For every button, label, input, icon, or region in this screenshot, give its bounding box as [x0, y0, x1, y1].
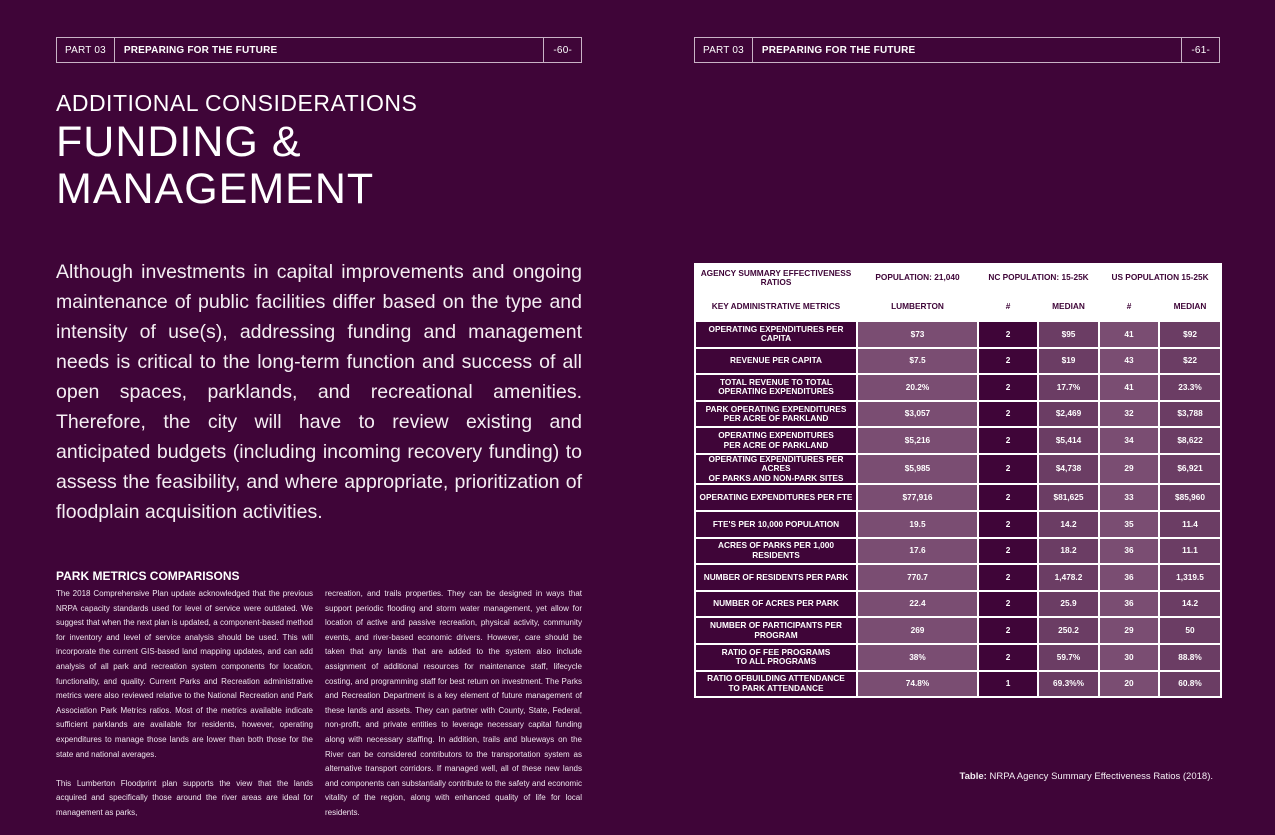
- nc-count-cell: 1: [978, 671, 1038, 698]
- us-count-cell: 20: [1099, 671, 1159, 698]
- us-median-cell: 11.4: [1159, 511, 1221, 538]
- nc-count-cell: 2: [978, 538, 1038, 565]
- lumberton-value-cell: 269: [857, 617, 978, 644]
- nc-median-cell: $2,469: [1038, 401, 1099, 428]
- body-paragraph: This Lumberton Floodprint plan supports the view that the lands acquired and specifically those around the river areas are ideal for management as parks,: [56, 778, 313, 817]
- metric-label-cell: PARK OPERATING EXPENDITURES PER ACRE OF PARKLAND: [695, 401, 857, 428]
- table-header-cell: MEDIAN: [1038, 292, 1099, 321]
- header-part-label: PART 03: [57, 38, 115, 62]
- us-median-cell: 11.1: [1159, 538, 1221, 565]
- lumberton-value-cell: $5,216: [857, 427, 978, 454]
- table-row: [695, 484, 1221, 511]
- lumberton-value-cell: $3,057: [857, 401, 978, 428]
- table-row: [695, 511, 1221, 538]
- table-row: [695, 671, 1221, 698]
- table-header-cell: MEDIAN: [1159, 292, 1221, 321]
- nc-median-cell: $81,625: [1038, 484, 1099, 511]
- lumberton-value-cell: 19.5: [857, 511, 978, 538]
- table-row: [695, 427, 1221, 454]
- header-page-number: -61-: [1181, 38, 1219, 62]
- us-median-cell: $85,960: [1159, 484, 1221, 511]
- metric-label-cell: REVENUE PER CAPITA: [695, 348, 857, 375]
- table-row: [695, 454, 1221, 485]
- us-count-cell: 33: [1099, 484, 1159, 511]
- us-median-cell: 23.3%: [1159, 374, 1221, 401]
- lumberton-value-cell: $73: [857, 321, 978, 348]
- us-median-cell: $6,921: [1159, 454, 1221, 485]
- us-median-cell: $3,788: [1159, 401, 1221, 428]
- nc-count-cell: 2: [978, 591, 1038, 618]
- table-row: [695, 348, 1221, 375]
- us-count-cell: 36: [1099, 591, 1159, 618]
- nc-median-cell: 18.2: [1038, 538, 1099, 565]
- nc-count-cell: 2: [978, 644, 1038, 671]
- metric-label-cell: RATIO OFBUILDING ATTENDANCE TO PARK ATTENDANCE: [695, 671, 857, 698]
- table-row: [695, 564, 1221, 591]
- us-median-cell: 60.8%: [1159, 671, 1221, 698]
- metrics-table: [694, 263, 1222, 698]
- nc-median-cell: 25.9: [1038, 591, 1099, 618]
- us-count-cell: 41: [1099, 374, 1159, 401]
- nc-count-cell: 2: [978, 454, 1038, 485]
- lumberton-value-cell: 22.4: [857, 591, 978, 618]
- metric-label-cell: TOTAL REVENUE TO TOTAL OPERATING EXPENDITURES: [695, 374, 857, 401]
- header-section-title: PREPARING FOR THE FUTURE: [761, 44, 916, 56]
- lumberton-value-cell: 770.7: [857, 564, 978, 591]
- nc-median-cell: 1,478.2: [1038, 564, 1099, 591]
- us-count-cell: 36: [1099, 564, 1159, 591]
- body-paragraph: recreation, and trails properties. They can be designed in ways that support periodic flooding and storm water management, yet allow for location of active and passive recreation, physical activity, community events, and river-based economic drivers. However, care should be taken that any lands that are added to the system also include assignment of additional resources for maintenance staff, lifecycle costing, and programming staff for best return on investment. The Parks and Recreation Department is a key element of future management of these lands and assets. They can partner with County, State, Federal, non-profit, and private entities to leverage necessary capital funding along with necessary staffing. In addition, trails and blueways on the River can be considered contributors to the transportation system as alternative transport corridors. If managed well, all of these new lands and components can substantially contribute to the safety and economic vitality of the region, along with enhanced quality of life for local residents.: [325, 589, 582, 817]
- nc-median-cell: 14.2: [1038, 511, 1099, 538]
- table-header-cell: #: [978, 292, 1038, 321]
- page-title: [56, 119, 374, 213]
- us-median-cell: $92: [1159, 321, 1221, 348]
- table-header-cell: KEY ADMINISTRATIVE METRICS: [695, 292, 857, 321]
- table-row: [695, 538, 1221, 565]
- nc-count-cell: 2: [978, 374, 1038, 401]
- nc-median-cell: 59.7%: [1038, 644, 1099, 671]
- caption-label: Table:: [959, 771, 987, 782]
- us-count-cell: 35: [1099, 511, 1159, 538]
- lumberton-value-cell: 38%: [857, 644, 978, 671]
- nc-count-cell: 2: [978, 321, 1038, 348]
- us-count-cell: 36: [1099, 538, 1159, 565]
- page-header-right: [694, 37, 1220, 63]
- nc-count-cell: 2: [978, 484, 1038, 511]
- intro-paragraph: Although investments in capital improvements and ongoing maintenance of public facilities differ based on the type and intensity of use(s), addressing funding and management needs is critical to the long-term function and success of all open spaces, parklands, and recreational amenities. Therefore, the city will have to review existing and anticipated budgets (including incoming recovery funding) to assess the feasibility, and where appropriate, prioritization of floodplain acquisition activities.: [56, 261, 582, 523]
- header-page-number: -60-: [543, 38, 581, 62]
- lumberton-value-cell: $77,916: [857, 484, 978, 511]
- nc-median-cell: $19: [1038, 348, 1099, 375]
- header-part-label: PART 03: [695, 38, 753, 62]
- lumberton-value-cell: 17.6: [857, 538, 978, 565]
- table-header-cell: NC POPULATION: 15-25K: [978, 264, 1099, 292]
- lumberton-value-cell: $7.5: [857, 348, 978, 375]
- table-row: [695, 644, 1221, 671]
- table-header-cell: #: [1099, 292, 1159, 321]
- page-header-left: [56, 37, 582, 63]
- metric-label-cell: FTE'S PER 10,000 POPULATION: [695, 511, 857, 538]
- body-column-right: [325, 587, 582, 835]
- metric-label-cell: ACRES OF PARKS PER 1,000 RESIDENTS: [695, 538, 857, 565]
- table-header-cell: LUMBERTON: [857, 292, 978, 321]
- header-section-title: PREPARING FOR THE FUTURE: [123, 44, 278, 56]
- table-row: [695, 591, 1221, 618]
- nc-median-cell: 17.7%: [1038, 374, 1099, 401]
- us-count-cell: 32: [1099, 401, 1159, 428]
- table-header-row: [695, 264, 1221, 292]
- us-median-cell: $8,622: [1159, 427, 1221, 454]
- table-row: [695, 617, 1221, 644]
- us-median-cell: $22: [1159, 348, 1221, 375]
- us-count-cell: 30: [1099, 644, 1159, 671]
- table-header-cell: POPULATION: 21,040: [857, 264, 978, 292]
- table-header-cell: AGENCY SUMMARY EFFECTIVENESS RATIOS: [695, 264, 857, 292]
- nc-median-cell: 69.3%%: [1038, 671, 1099, 698]
- page-title-line-2: MANAGEMENT: [56, 165, 375, 213]
- us-median-cell: 88.8%: [1159, 644, 1221, 671]
- us-count-cell: 34: [1099, 427, 1159, 454]
- us-count-cell: 43: [1099, 348, 1159, 375]
- nc-count-cell: 2: [978, 617, 1038, 644]
- nc-count-cell: 2: [978, 511, 1038, 538]
- caption-text: NRPA Agency Summary Effectiveness Ratios (2018).: [986, 771, 1213, 782]
- us-median-cell: 1,319.5: [1159, 564, 1221, 591]
- metric-label-cell: NUMBER OF PARTICIPANTS PER PROGRAM: [695, 617, 857, 644]
- table-row: [695, 401, 1221, 428]
- us-median-cell: 50: [1159, 617, 1221, 644]
- us-count-cell: 29: [1099, 617, 1159, 644]
- nc-median-cell: $5,414: [1038, 427, 1099, 454]
- nc-count-cell: 2: [978, 348, 1038, 375]
- us-count-cell: 29: [1099, 454, 1159, 485]
- page-title-line-1: FUNDING &: [56, 118, 302, 166]
- table-caption: [960, 771, 1213, 782]
- lumberton-value-cell: 74.8%: [857, 671, 978, 698]
- metric-label-cell: OPERATING EXPENDITURES PER FTE: [695, 484, 857, 511]
- metric-label-cell: NUMBER OF ACRES PER PARK: [695, 591, 857, 618]
- table-header-cell: US POPULATION 15-25K: [1099, 264, 1221, 292]
- nc-median-cell: $4,738: [1038, 454, 1099, 485]
- lumberton-value-cell: 20.2%: [857, 374, 978, 401]
- metric-label-cell: RATIO OF FEE PROGRAMS TO ALL PROGRAMS: [695, 644, 857, 671]
- nc-median-cell: 250.2: [1038, 617, 1099, 644]
- lumberton-value-cell: $5,985: [857, 454, 978, 485]
- metric-label-cell: OPERATING EXPENDITURES PER CAPITA: [695, 321, 857, 348]
- metric-label-cell: NUMBER OF RESIDENTS PER PARK: [695, 564, 857, 591]
- metric-label-cell: OPERATING EXPENDITURES PER ACRES OF PARKS AND NON-PARK SITES: [695, 454, 857, 485]
- table-body: [695, 321, 1221, 697]
- us-median-cell: 14.2: [1159, 591, 1221, 618]
- nc-count-cell: 2: [978, 564, 1038, 591]
- nc-count-cell: 2: [978, 427, 1038, 454]
- table-row: [695, 321, 1221, 348]
- body-column-left: [56, 587, 313, 835]
- table-row: [695, 374, 1221, 401]
- section-heading: PARK METRICS COMPARISONS: [56, 569, 240, 583]
- body-paragraph: The 2018 Comprehensive Plan update acknowledged that the previous NRPA capacity standards used for level of service were outdated. We suggest that when the next plan is updated, a component-based method for inventory and level of service analysis should be used. This will incorporate the current GIS-based land mapping updates, and can add analysis of all park and recreation system components for location, functionality, and quality. Current Parks and Recreation administrative metrics were also reviewed relative to the National Recreation and Park Association Park Metrics ratios. Most of the metrics available indicate sufficient parklands are available for residents, however, operating expenditures to manage those lands are lower than both those for the state and national averages.: [56, 589, 313, 759]
- section-overline: ADDITIONAL CONSIDERATIONS: [56, 90, 418, 116]
- table-subheader-row: [695, 292, 1221, 321]
- nc-count-cell: 2: [978, 401, 1038, 428]
- metric-label-cell: OPERATING EXPENDITURES PER ACRE OF PARKLAND: [695, 427, 857, 454]
- nc-median-cell: $95: [1038, 321, 1099, 348]
- us-count-cell: 41: [1099, 321, 1159, 348]
